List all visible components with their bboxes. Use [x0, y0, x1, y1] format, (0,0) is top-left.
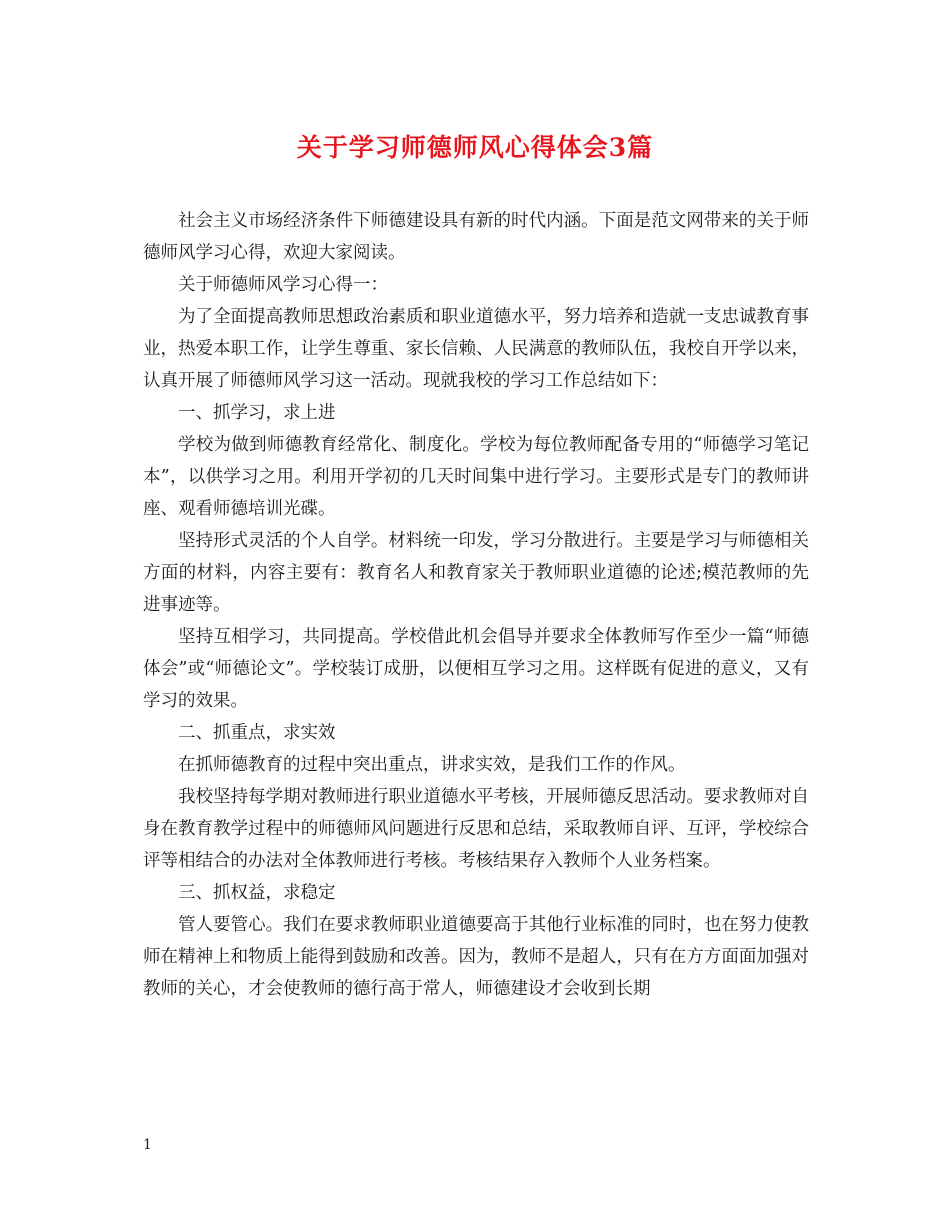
- body-paragraph: 坚持形式灵活的个人自学。材料统一印发，学习分散进行。主要是学习与师德相关方面的材料，内容主要有：教育名人和教育家关于教师职业道德的论述;模范教师的先进事迹等。: [143, 531, 809, 615]
- subheading-study: 一、抓学习，求上进: [178, 403, 336, 423]
- document-title: 关于学习师德师风心得体会3篇: [296, 133, 654, 162]
- body-paragraph: 在抓师德教育的过程中突出重点，讲求实效，是我们工作的作风。: [178, 755, 686, 775]
- body-paragraph: 管人要管心。我们在要求教师职业道德要高于其他行业标准的同时，也在努力使教师在精神上和物质上能得到鼓励和改善。因为，教师不是超人，只有在方方面面加强对教师的关心，才会使教师的德行高于常人，师德建设才会收到长期: [143, 915, 809, 999]
- body-paragraph: 为了全面提高教师思想政治素质和职业道德水平，努力培养和造就一支忠诚教育事业，热爱本职工作，让学生尊重、家长信赖、人民满意的教师队伍，我校自开学以来，认真开展了师德师风学习这一活动。现就我校的学习工作总结如下：: [143, 307, 809, 391]
- subheading-rights: 三、抓权益，求稳定: [178, 883, 336, 903]
- section-heading-part-one: 关于师德师风学习心得一：: [178, 275, 388, 295]
- body-paragraph: 学校为做到师德教育经常化、制度化。学校为每位教师配备专用的“师德学习笔记本”，以供学习之用。利用开学初的几天时间集中进行学习。主要形式是专门的教师讲座、观看师德培训光碟。: [143, 435, 809, 519]
- subheading-focus: 二、抓重点，求实效: [178, 723, 336, 743]
- body-paragraph: 我校坚持每学期对教师进行职业道德水平考核，开展师德反思活动。要求教师对自身在教育教学过程中的师德师风问题进行反思和总结，采取教师自评、互评，学校综合评等相结合的办法对全体教师进行考核。考核结果存入教师个人业务档案。: [143, 787, 809, 871]
- body-paragraph: 坚持互相学习，共同提高。学校借此机会倡导并要求全体教师写作至少一篇“师德体会”或“师德论文”。学校装订成册，以便相互学习之用。这样既有促进的意义，又有学习的效果。: [143, 627, 809, 711]
- page-number: 1: [143, 1137, 152, 1153]
- intro-paragraph: 社会主义市场经济条件下师德建设具有新的时代内涵。下面是范文网带来的关于师德师风学习心得，欢迎大家阅读。: [143, 211, 809, 263]
- document-body: [143, 205, 809, 1005]
